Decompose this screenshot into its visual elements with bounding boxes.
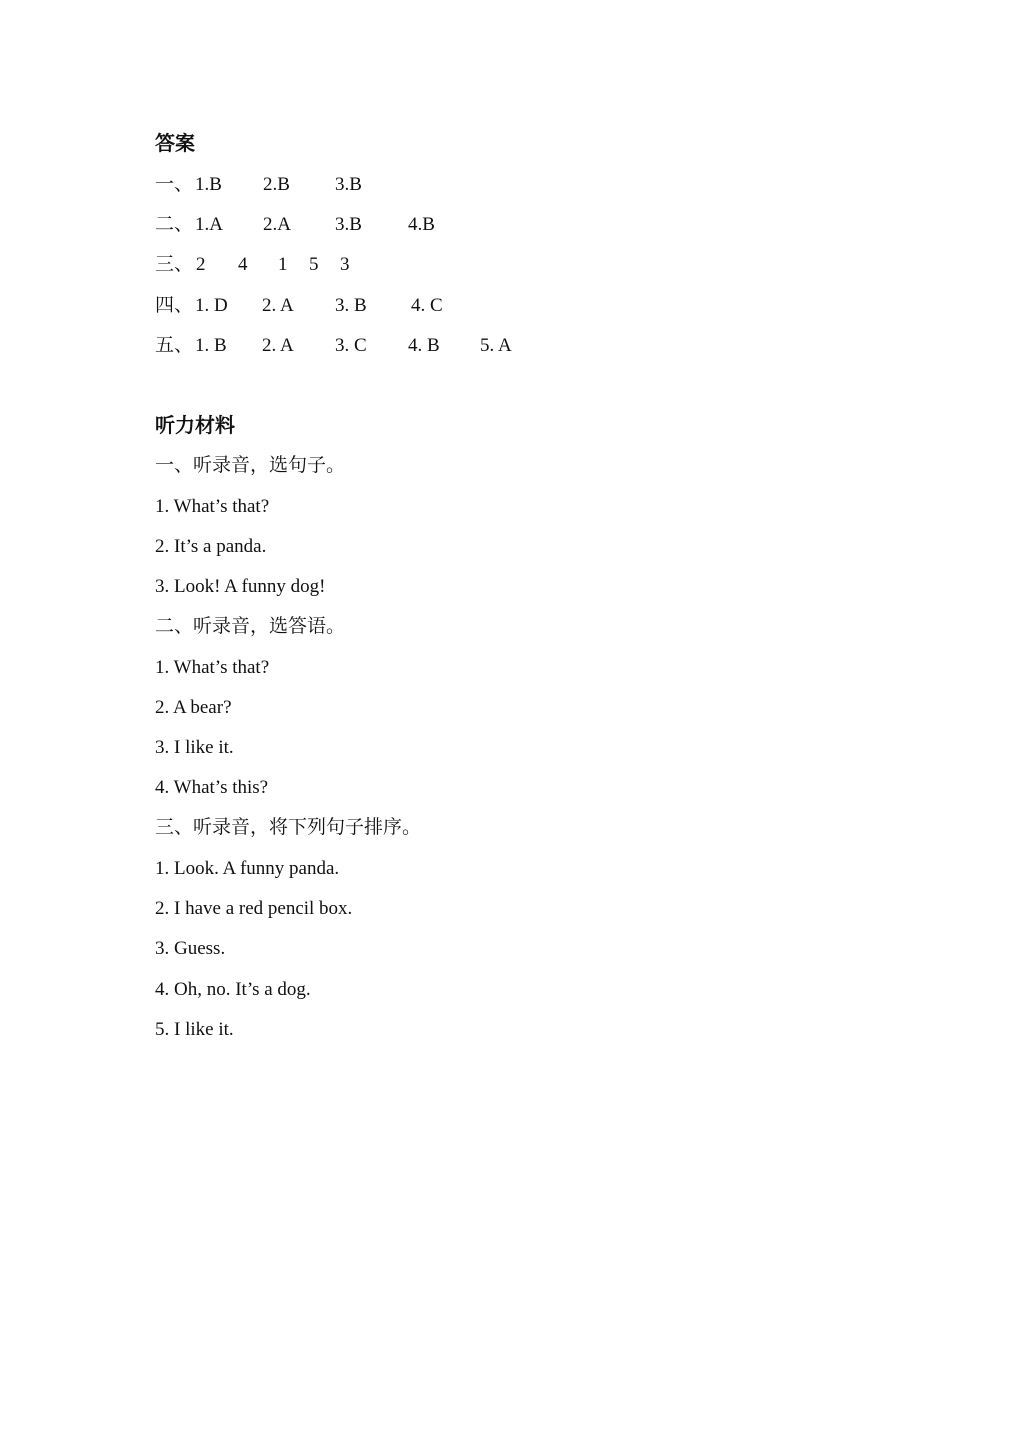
answer-row — [155, 253, 655, 277]
section-title: 一、听录音，选句子。 — [155, 455, 346, 476]
section-title: 三、听录音，将下列句子排序。 — [155, 817, 422, 838]
listening-line: 1. Look. A funny panda. — [155, 858, 340, 879]
answer-item: 4 — [238, 254, 248, 275]
answer-item: 1 — [278, 254, 288, 275]
answer-row — [155, 213, 655, 237]
answer-item: 2. A — [262, 335, 294, 356]
answer-item: 2 — [196, 254, 206, 275]
answer-row-prefix: 一、 — [155, 174, 194, 195]
listening-line: 3. Look! A funny dog! — [155, 576, 326, 597]
answer-item: 3 — [340, 254, 350, 275]
listening-heading: 听力材料 — [155, 415, 235, 437]
answer-item: 3. C — [335, 335, 367, 356]
answer-item: 1. D — [195, 295, 228, 316]
answer-item: 3.B — [335, 214, 362, 235]
answer-item: 3. B — [335, 295, 367, 316]
answer-row — [155, 334, 655, 358]
answer-item: 4. C — [411, 295, 443, 316]
answer-item: 5 — [309, 254, 319, 275]
answer-row — [155, 294, 655, 318]
answer-row-prefix: 五、 — [155, 335, 194, 356]
answer-row-prefix: 三、 — [155, 254, 194, 275]
answers-heading: 答案 — [155, 133, 195, 155]
answer-item: 2. A — [262, 295, 294, 316]
listening-line: 5. I like it. — [155, 1019, 234, 1040]
answer-item: 5. A — [480, 335, 512, 356]
answer-item: 2.A — [263, 214, 291, 235]
answer-item: 1. B — [195, 335, 227, 356]
answer-row-prefix: 四、 — [155, 295, 194, 316]
listening-line: 1. What’s that? — [155, 657, 270, 678]
answer-item: 2.B — [263, 174, 290, 195]
listening-line: 3. Guess. — [155, 938, 226, 959]
listening-line: 4. What’s this? — [155, 777, 269, 798]
answer-item: 4. B — [408, 335, 440, 356]
answer-row-prefix: 二、 — [155, 214, 194, 235]
answer-item: 1.A — [195, 214, 223, 235]
answer-row — [155, 173, 655, 197]
listening-line: 1. What’s that? — [155, 496, 270, 517]
answer-item: 4.B — [408, 214, 435, 235]
answer-item: 3.B — [335, 174, 362, 195]
listening-line: 3. I like it. — [155, 737, 234, 758]
answer-item: 1.B — [195, 174, 222, 195]
section-title: 二、听录音，选答语。 — [155, 616, 346, 637]
listening-line: 2. It’s a panda. — [155, 536, 267, 557]
listening-line: 2. A bear? — [155, 697, 232, 718]
listening-line: 2. I have a red pencil box. — [155, 898, 353, 919]
listening-line: 4. Oh, no. It’s a dog. — [155, 979, 311, 1000]
